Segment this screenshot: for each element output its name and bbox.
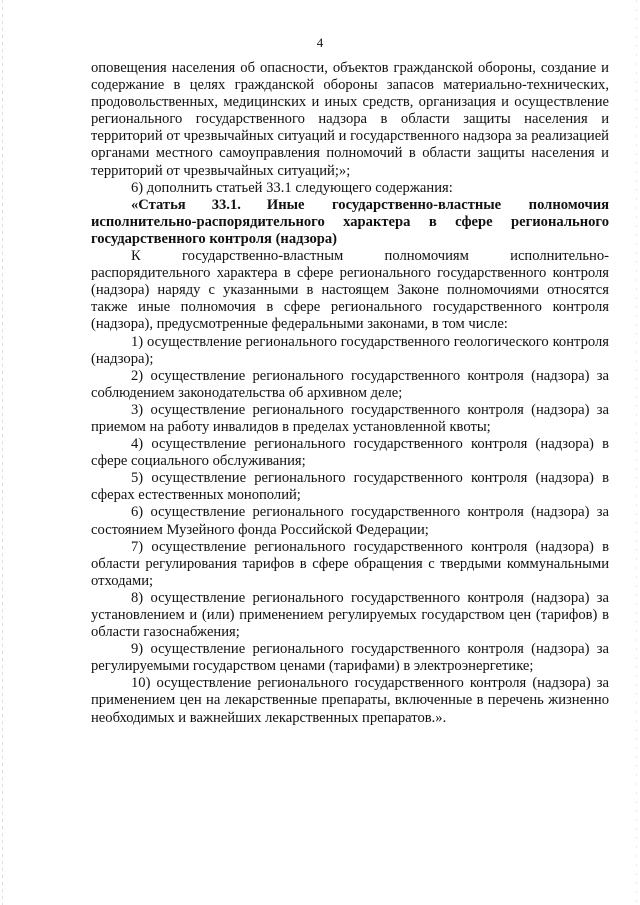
continuation-paragraph: оповещения населения об опасности, объектов гражданской обороны, создание и содержание в целях гражданской обороны запасов материально-технических, продовольственных, медицинских и иных средств, организация и осуществление регионального государственного надзора в области защиты населения и территорий от чрезвычайных ситуаций и государственного надзора за реализацией органами местного самоуправления полномочий в области защиты населения и территорий от чрезвычайных ситуаций;»; [91, 60, 609, 179]
amendment-point-6: 6) дополнить статьей 33.1 следующего содержания: [131, 179, 453, 196]
list-item: 9) осуществление регионального государственного контроля (надзора) за регулируемыми государством ценами (тарифами) в электроэнергетике; [91, 641, 609, 675]
list-item: 4) осуществление регионального государственного контроля (надзора) в сфере социального обслуживания; [91, 436, 609, 470]
list-item: 2) осуществление регионального государственного контроля (надзора) за соблюдением законодательства об архивном деле; [91, 367, 609, 401]
article-number: 33.1. [211, 196, 241, 213]
list-item: 7) осуществление регионального государственного контроля (надзора) в области регулирования тарифов в сфере обращения с твердыми коммунальными отходами; [91, 538, 609, 589]
document-body [91, 60, 609, 727]
article-intro: К государственно-властным полномочиям исполнительно-распорядительного характера в сфере регионального государственного контроля (надзора) наряду с указанными в настоящем Законе полномочиями относятся также иные полномочия в сфере регионального государственного контроля (надзора), предусмотренные федеральными законами, в том числе: [91, 248, 609, 333]
page-number: 4 [316, 35, 324, 50]
list-item: 10) осуществление регионального государственного контроля (надзора) за применением цен на лекарственные препараты, включенные в перечень жизненно необходимых и важнейших лекарственных препаратов.». [91, 675, 609, 726]
list-item: 6) осуществление регионального государственного контроля (надзора) за состоянием Музейного фонда Российской Федерации; [91, 504, 609, 538]
article-heading [91, 197, 609, 248]
list-item: 5) осуществление регионального государственного контроля (надзора) в сферах естественных монополий; [91, 470, 609, 504]
scan-edge-left [2, 0, 3, 905]
list-item: 3) осуществление регионального государственного контроля (надзора) за приемом на работу инвалидов в пределах установленной квоты; [91, 401, 609, 435]
list-item: 8) осуществление регионального государственного контроля (надзора) за установлением и (или) применением регулируемых государством цен (тарифов) в области газоснабжения; [91, 589, 609, 641]
article-prefix: «Статья [131, 196, 186, 213]
article-title: Иные государственно-властные полномочия исполнительно-распорядительного характера в сфере регионального государственного контроля (надзора) [91, 196, 609, 247]
list-item: 1) осуществление регионального государственного геологического контроля (надзора); [91, 333, 609, 367]
scan-edge-right [636, 0, 637, 905]
